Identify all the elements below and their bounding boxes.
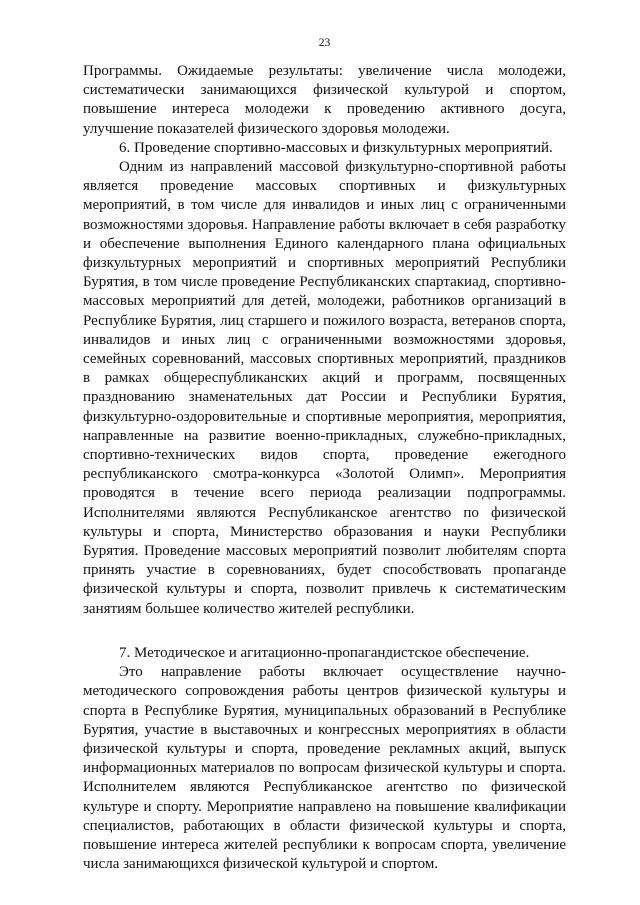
document-body [83,62,566,874]
section-heading-6: 6. Проведение спортивно-массовых и физкультурных мероприятий. [119,139,553,156]
document-page [83,0,566,905]
paragraph-methodical-support: Это направление работы включает осуществление научно-методического сопровождения работы центров физической культуры и спорта в Республике Бурятия, муниципальных образований в Республике Бурятия, участие в выставочных и конгрессных мероприятиях в области физической культуры и спорта, проведение рекламных акций, выпуск информационных материалов по вопросам физической культуры и спорта. Исполнителем являются Республиканское агентство по физической культуре и спорту. Мероприятие направлено на повышение квалификации специалистов, работающих в области физической культуры и спорта, повышение интереса жителей республики к вопросам спорта, увеличение числа занимающихся физической культурой и спортом. [83,664,566,873]
section-heading-7: 7. Методическое и агитационно-пропагандистское обеспечение. [119,644,530,661]
paragraph-sports-events: Одним из направлений массовой физкультурно-спортивной работы является проведение массовых спортивных и физкультурных мероприятий, в том числе для инвалидов и иных лиц с ограниченными возможностями здоровья. Направление работы включает в себя разработку и обеспечение выполнения Единого календарного плана официальных физкультурных мероприятий и спортивных мероприятий Республики Бурятия, в том числе проведение Республиканских спартакиад, спортивно-массовых мероприятий для детей, молодежи, работников организаций в Республике Бурятия, лиц старшего и пожилого возраста, ветеранов спорта, инвалидов и иных лиц с ограниченными возможностями здоровья, семейных соревнований, массовых спортивных мероприятий, праздников в рамках общереспубликанских акций и программ, посвященных празднованию знаменательных дат России и Республики Бурятия, физкультурно-оздоровительные и спортивные мероприятия, мероприятия, направленные на развитие военно-прикладных, служебно-прикладных, спортивно-технических видов спорта, проведение ежегодного республиканского смотра-конкурса «Золотой Олимп». Мероприятия проводятся в течение всего периода реализации подпрограммы. Исполнителями являются Республиканское агентство по физической культуры и спорта, Министерство образования и науки Республики Бурятия. Проведение массовых мероприятий позволит любителям спорта принять участие в соревнованиях, будет способствовать пропаганде физической культуры и спорта, позволит привлечь к систематическим занятиям большее количество жителей республики. [83,159,566,617]
paragraph-expected-results: Программы. Ожидаемые результаты: увеличение числа молодежи, систематически занимающихся физической культурой и спортом, повышение интереса молодежи к проведению активного досуга, улучшение показателей физического здоровья молодежи. [83,63,566,137]
page-number: 23 [318,37,331,49]
paragraph-spacer [83,619,566,644]
